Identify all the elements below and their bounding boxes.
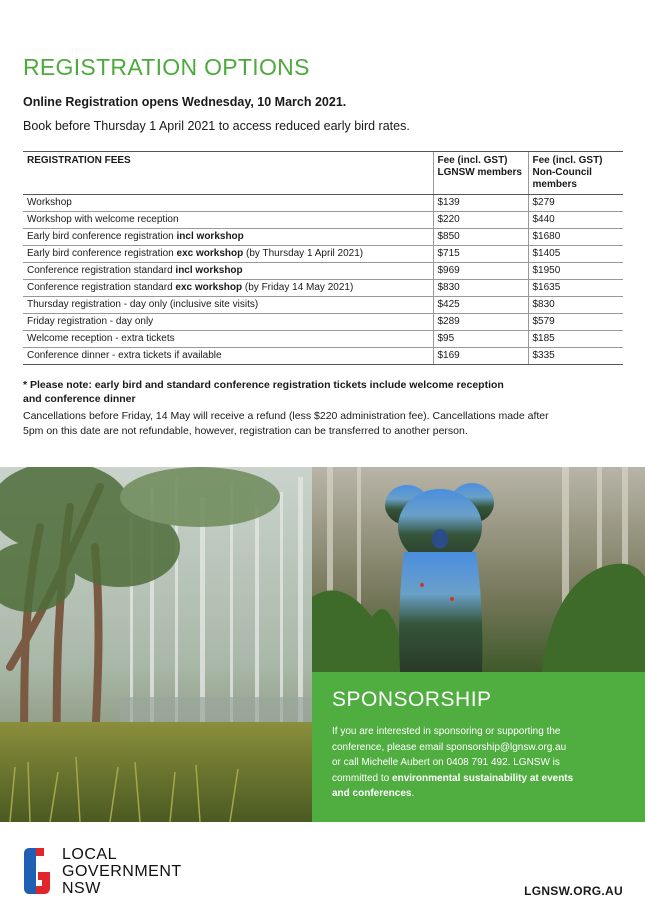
header-fee-members: Fee (incl. GST) LGNSW members bbox=[433, 152, 528, 195]
table-row bbox=[23, 280, 623, 297]
registration-opens-text: Online Registration opens Wednesday, 10 March 2021. bbox=[23, 95, 347, 109]
table-row bbox=[23, 348, 623, 365]
table-row bbox=[23, 331, 623, 348]
registration-fees-table bbox=[23, 151, 623, 365]
early-bird-intro: Book before Thursday 1 April 2021 to access reduced early bird rates. bbox=[23, 119, 410, 133]
lgnsw-logo-mark-icon bbox=[22, 846, 52, 896]
header-fee-non-council: Fee (incl. GST) Non-Council members bbox=[528, 152, 623, 195]
table-row bbox=[23, 246, 623, 263]
koala-sculpture-photo bbox=[312, 467, 645, 672]
non-council-fee-cell: $335 bbox=[528, 348, 623, 365]
member-fee-cell: $169 bbox=[433, 348, 528, 365]
non-council-fee-cell: $279 bbox=[528, 195, 623, 212]
member-fee-cell: $139 bbox=[433, 195, 528, 212]
member-fee-cell: $289 bbox=[433, 314, 528, 331]
table-row bbox=[23, 195, 623, 212]
non-council-fee-cell: $579 bbox=[528, 314, 623, 331]
member-fee-cell: $850 bbox=[433, 229, 528, 246]
sponsorship-heading: SPONSORSHIP bbox=[332, 688, 492, 711]
registration-type-cell: Workshop with welcome reception bbox=[23, 212, 433, 229]
non-council-fee-cell: $1680 bbox=[528, 229, 623, 246]
registration-type-cell: Early bird conference registration incl workshop bbox=[23, 229, 433, 246]
registration-type-cell: Early bird conference registration exc workshop (by Thursday 1 April 2021) bbox=[23, 246, 433, 263]
member-fee-cell: $425 bbox=[433, 297, 528, 314]
registration-type-cell: Conference registration standard exc workshop (by Friday 14 May 2021) bbox=[23, 280, 433, 297]
table-row bbox=[23, 229, 623, 246]
non-council-fee-cell: $1635 bbox=[528, 280, 623, 297]
sponsorship-panel bbox=[312, 672, 645, 822]
member-fee-cell: $715 bbox=[433, 246, 528, 263]
member-fee-cell: $830 bbox=[433, 280, 528, 297]
forest-photo bbox=[0, 467, 312, 822]
registration-type-cell: Workshop bbox=[23, 195, 433, 212]
cancellation-policy-text: Cancellations before Friday, 14 May will receive a refund (less $220 administration fee). Cancellations made after 5pm on this date are not refundable, however, registration can be transferred to another person. bbox=[23, 410, 549, 437]
non-council-fee-cell: $830 bbox=[528, 297, 623, 314]
registration-type-cell: Conference registration standard incl workshop bbox=[23, 263, 433, 280]
sponsorship-text: If you are interested in sponsoring or supporting the conference, please email sponsorship@lgnsw.org.au or call Michelle Aubert on 0408 791 492. LGNSW is committed to environmental sustainability at events and conferences. bbox=[332, 726, 574, 799]
registration-type-cell: Conference dinner - extra tickets if available bbox=[23, 348, 433, 365]
non-council-fee-cell: $1405 bbox=[528, 246, 623, 263]
registration-type-cell: Welcome reception - extra tickets bbox=[23, 331, 433, 348]
table-row bbox=[23, 297, 623, 314]
table-row bbox=[23, 314, 623, 331]
non-council-fee-cell: $440 bbox=[528, 212, 623, 229]
registration-type-cell: Friday registration - day only bbox=[23, 314, 433, 331]
header-registration-fees: REGISTRATION FEES bbox=[23, 152, 433, 195]
please-note-text: * Please note: early bird and standard conference registration tickets include welcome reception and conference dinner bbox=[23, 379, 504, 405]
page-title: REGISTRATION OPTIONS bbox=[23, 54, 310, 80]
lgnsw-logo bbox=[22, 846, 182, 897]
website-url: LGNSW.ORG.AU bbox=[524, 884, 623, 898]
registration-type-cell: Thursday registration - day only (inclusive site visits) bbox=[23, 297, 433, 314]
table-row bbox=[23, 212, 623, 229]
non-council-fee-cell: $1950 bbox=[528, 263, 623, 280]
table-header-row bbox=[23, 152, 623, 195]
member-fee-cell: $220 bbox=[433, 212, 528, 229]
non-council-fee-cell: $185 bbox=[528, 331, 623, 348]
member-fee-cell: $95 bbox=[433, 331, 528, 348]
lgnsw-logo-text: LOCAL GOVERNMENT NSW bbox=[62, 846, 182, 897]
member-fee-cell: $969 bbox=[433, 263, 528, 280]
table-row bbox=[23, 263, 623, 280]
